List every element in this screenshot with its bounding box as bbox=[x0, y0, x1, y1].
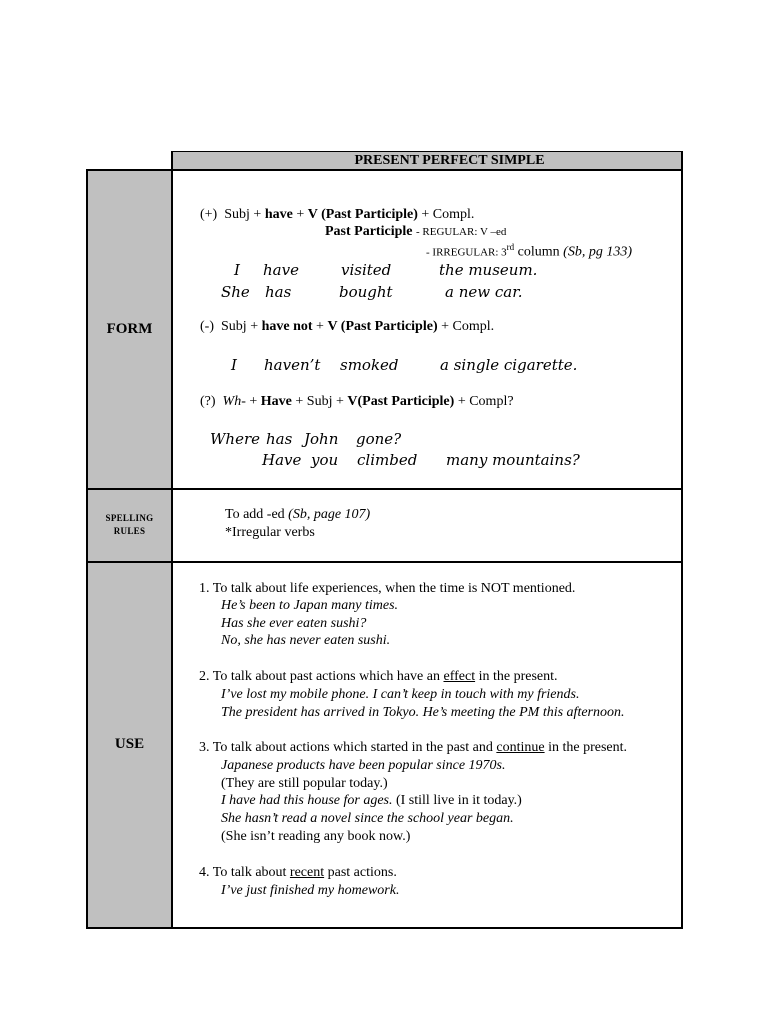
use-item4-text: 4. To talk about recent past actions. bbox=[199, 865, 397, 880]
use-item3-example1: Japanese products have been popular since 1970s. bbox=[221, 758, 506, 773]
border-top-title bbox=[171, 151, 683, 152]
use-item3-note1: (They are still popular today.) bbox=[221, 776, 388, 791]
example-negative-1: I haven’t smoked a single cigarette. bbox=[231, 356, 578, 374]
example-question-2: Have you climbed many mountains? bbox=[262, 451, 580, 469]
use-item2-example1: I’ve lost my mobile phone. I can’t keep in touch with my friends. bbox=[221, 687, 580, 702]
border-bottom bbox=[86, 927, 683, 929]
use-item1-example2: Has she ever eaten sushi? bbox=[221, 616, 367, 631]
use-label: USE bbox=[114, 736, 145, 752]
form-question-line: (?) Wh- + Have + Subj + V(Past Participle) + Compl? bbox=[200, 394, 514, 409]
table-title: PRESENT PERFECT SIMPLE bbox=[354, 153, 545, 168]
example-positive-2: She has bought a new car. bbox=[221, 283, 523, 301]
past-participle-regular: Past Participle - REGULAR: V –ed bbox=[325, 224, 507, 239]
border-spelling-bottom bbox=[86, 561, 683, 563]
use-item1-example1: He’s been to Japan many times. bbox=[221, 598, 399, 613]
use-item3-note3: (She isn’t reading any book now.) bbox=[221, 829, 411, 844]
form-negative-line: (-) Subj + have not + V (Past Participle) + Compl. bbox=[200, 319, 495, 334]
use-item1-example3: No, she has never eaten sushi. bbox=[221, 633, 391, 648]
use-item3-text: 3. To talk about actions which started in the past and continue in the present. bbox=[199, 740, 628, 755]
use-item2-text: 2. To talk about past actions which have an effect in the present. bbox=[199, 669, 558, 684]
spelling-label bbox=[87, 512, 172, 538]
spelling-line2: *Irregular verbs bbox=[225, 525, 315, 540]
border-title-bottom bbox=[86, 169, 683, 171]
border-form-bottom bbox=[86, 488, 683, 490]
use-item3-example2-line: I have had this house for ages. (I still live in it today.) bbox=[221, 793, 522, 808]
use-item3-example3: She hasn’t read a novel since the school year began. bbox=[221, 811, 514, 826]
use-item1-text: 1. To talk about life experiences, when the time is NOT mentioned. bbox=[199, 581, 576, 596]
past-participle-irregular: - IRREGULAR: 3rd column (Sb, pg 133) bbox=[426, 242, 632, 260]
example-positive-1: I have visited the museum. bbox=[234, 261, 538, 279]
use-item2-example2: The president has arrived in Tokyo. He’s meeting the PM this afternoon. bbox=[221, 705, 625, 720]
form-label: FORM bbox=[106, 321, 153, 337]
spelling-label-line2: RULES bbox=[113, 526, 146, 536]
example-question-1: Where has John gone? bbox=[210, 430, 402, 448]
use-item4-example: I’ve just finished my homework. bbox=[221, 883, 400, 898]
spelling-label-line1: SPELLING bbox=[105, 513, 154, 523]
spelling-line1: To add -ed (Sb, page 107) bbox=[225, 507, 371, 522]
form-positive-line: (+) Subj + have + V (Past Participle) + Compl. bbox=[200, 207, 475, 222]
